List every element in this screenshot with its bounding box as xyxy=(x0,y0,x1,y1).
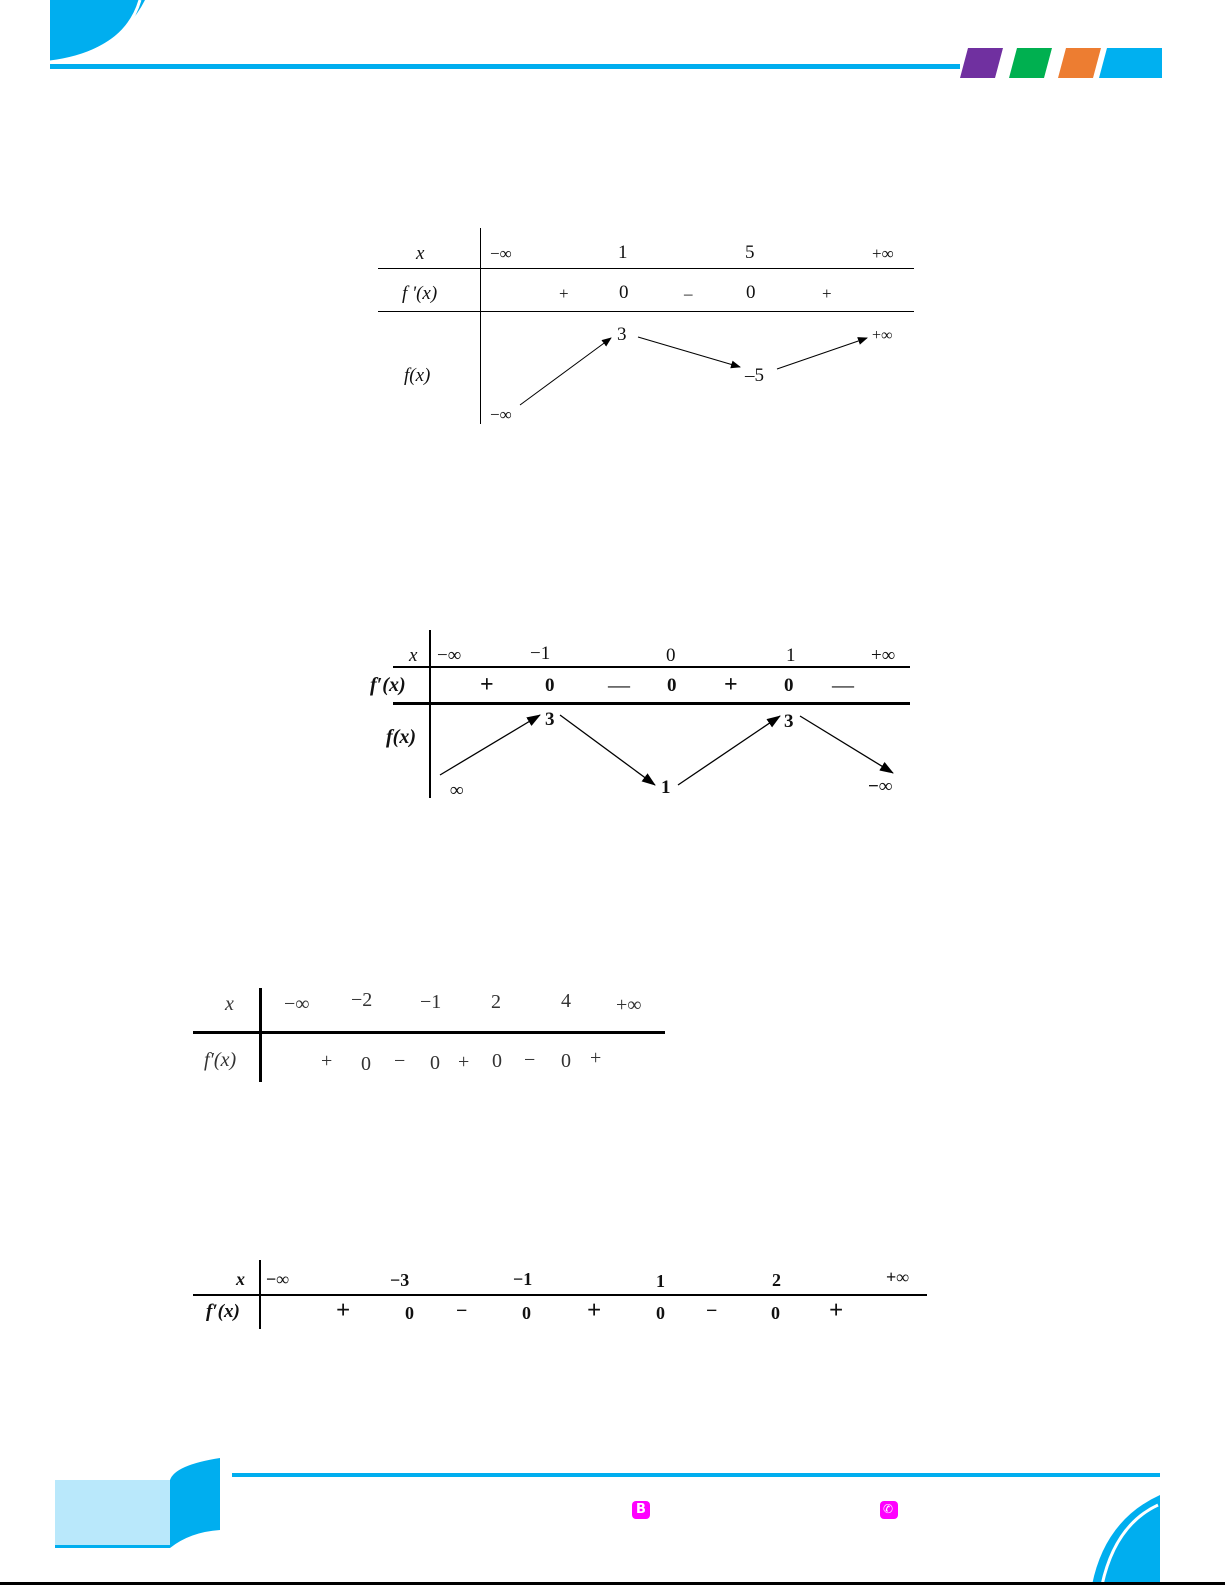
table1-sign: 0 xyxy=(619,282,629,303)
table2-f-value: −∞ xyxy=(868,776,893,797)
table3-fprime-label: f′(x) xyxy=(204,1049,237,1071)
table4-sign: 0 xyxy=(522,1303,531,1323)
table4-sign: 0 xyxy=(656,1303,665,1323)
table1-x-value: −∞ xyxy=(490,244,512,263)
table1-x-value: 5 xyxy=(745,242,755,263)
table4-sign: 0 xyxy=(771,1303,780,1323)
table3-x-value: 2 xyxy=(491,991,501,1013)
table3-x-value: 4 xyxy=(561,990,571,1012)
table1-f-label: f(x) xyxy=(404,365,431,386)
table2-x-value: −1 xyxy=(530,643,551,664)
table2-x-value: 1 xyxy=(786,645,796,666)
table2-sign: + xyxy=(724,672,738,698)
table2-sign: 0 xyxy=(784,675,794,696)
table3-sign: 0 xyxy=(430,1052,440,1074)
table2-f-label: f(x) xyxy=(386,726,416,748)
table3-sign: + xyxy=(458,1051,470,1073)
table2-f-value: 3 xyxy=(784,711,794,732)
table2-x-value: −∞ xyxy=(437,645,462,666)
table1-sign: + xyxy=(822,284,832,303)
footer-book-spine xyxy=(170,1458,220,1548)
table3-x-value: +∞ xyxy=(616,994,642,1016)
table2-f-value: 1 xyxy=(661,777,671,798)
table1-f-value: 3 xyxy=(617,324,627,345)
table2-f-value: ∞ xyxy=(450,780,464,801)
table1-sign: – xyxy=(684,284,693,303)
table4-x-value: −3 xyxy=(390,1270,410,1290)
phone-icon[interactable]: ✆ xyxy=(880,1501,898,1519)
table1-sign: 0 xyxy=(746,282,756,303)
table4-x-label: x xyxy=(236,1269,245,1289)
table4-x-value: −1 xyxy=(513,1269,533,1289)
table4-sign: + xyxy=(336,1297,351,1324)
table1-f-value: +∞ xyxy=(872,327,893,344)
table2-sign: 0 xyxy=(667,675,677,696)
table4-x-value: 1 xyxy=(656,1271,665,1291)
table2-f-value: 3 xyxy=(545,709,555,730)
table1-x-value: 1 xyxy=(618,242,628,263)
table2-sign: — xyxy=(832,672,854,697)
table3-x-value: −2 xyxy=(351,989,373,1011)
table1-f-value: −∞ xyxy=(490,405,512,424)
table4-fprime-label: f′(x) xyxy=(206,1301,240,1322)
table4-x-value: 2 xyxy=(772,1270,781,1290)
table2-sign: — xyxy=(608,672,630,697)
table3-sign: 0 xyxy=(561,1050,571,1072)
table4-sign: − xyxy=(706,1300,718,1322)
table1-sign: + xyxy=(559,284,569,303)
table1-f-value: –5 xyxy=(745,365,764,386)
blogger-icon[interactable]: B xyxy=(632,1501,650,1519)
table3-sign: − xyxy=(394,1050,406,1072)
table2-fprime-label: f′(x) xyxy=(370,674,406,696)
table3-sign: 0 xyxy=(492,1050,502,1072)
table4-sign: 0 xyxy=(405,1303,414,1323)
table3-x-label: x xyxy=(225,993,234,1015)
table2-x-value: +∞ xyxy=(871,645,896,666)
table3-sign: 0 xyxy=(361,1053,371,1075)
table2-sign: 0 xyxy=(545,675,555,696)
table4-sign: − xyxy=(456,1300,468,1322)
table3-sign: + xyxy=(321,1050,333,1072)
table2-x-label: x xyxy=(409,645,418,666)
table3-sign: + xyxy=(590,1047,602,1069)
table3-x-value: −1 xyxy=(420,991,442,1013)
footer-line xyxy=(232,1473,1160,1477)
table4-x-value: −∞ xyxy=(266,1269,290,1289)
table2-x-value: 0 xyxy=(666,645,676,666)
table4-sign: + xyxy=(829,1297,844,1324)
table4-sign: + xyxy=(587,1297,602,1324)
table3-sign: − xyxy=(524,1049,536,1071)
table1-x-value: +∞ xyxy=(872,244,894,263)
table2-sign: + xyxy=(480,672,494,698)
table1-x-label: x xyxy=(416,243,425,264)
table3-x-value: −∞ xyxy=(284,993,310,1015)
footer-book-page xyxy=(55,1480,170,1545)
table1-fprime-label: f '(x) xyxy=(402,283,438,304)
table4-x-value: +∞ xyxy=(886,1267,910,1287)
